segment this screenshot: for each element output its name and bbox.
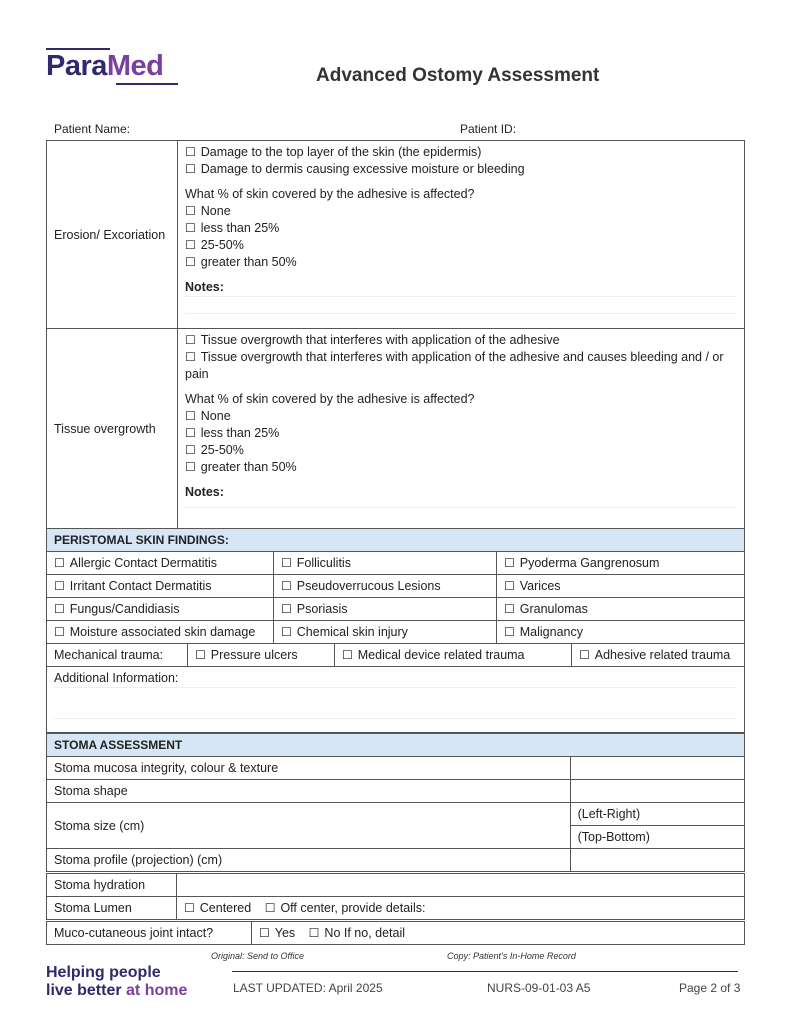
erosion-percent-checkbox[interactable]: ☐ 25-50%: [185, 237, 737, 254]
erosion-percent-checkbox[interactable]: ☐ None: [185, 203, 737, 220]
stoma-shape-label: Stoma shape: [47, 780, 571, 803]
logo-para: Para: [46, 50, 107, 82]
erosion-percent-checkbox[interactable]: ☐ greater than 50%: [185, 254, 737, 271]
overgrowth-label: Tissue overgrowth: [47, 329, 178, 529]
tagline-line2: live better: [46, 982, 127, 999]
finding-checkbox[interactable]: ☐ Fungus/Candidiasis: [47, 598, 274, 621]
overgrowth-percent-checkbox[interactable]: ☐ 25-50%: [185, 442, 737, 459]
paramed-logo: [46, 46, 186, 86]
medical-device-trauma-checkbox[interactable]: ☐ Medical device related trauma: [335, 644, 572, 667]
additional-info-field[interactable]: [47, 667, 745, 733]
stoma-mucosa-field[interactable]: [570, 757, 744, 780]
stoma-size-lr-label: (Left-Right): [577, 807, 641, 821]
finding-checkbox[interactable]: ☐ Irritant Contact Dermatitis: [47, 575, 274, 598]
erosion-percent-checkbox[interactable]: ☐ less than 25%: [185, 220, 737, 237]
lumen-centered-checkbox[interactable]: ☐ Centered: [184, 901, 251, 915]
lumen-off-center-checkbox[interactable]: ☐ Off center, provide details:: [265, 901, 426, 915]
overgrowth-question: What % of skin covered by the adhesive is affected?: [185, 392, 475, 406]
mechanical-trauma-label: Mechanical trauma:: [47, 644, 188, 667]
erosion-notes-label: Notes:: [185, 280, 224, 294]
overgrowth-option-checkbox[interactable]: ☐ Tissue overgrowth that interferes with application of the adhesive and causes bleeding and / or pain: [185, 349, 737, 383]
patient-id-label: Patient ID:: [460, 122, 517, 136]
mechanical-trauma-table: [46, 643, 745, 733]
stoma-profile-field[interactable]: [570, 849, 744, 872]
peristomal-table: [46, 528, 745, 644]
patient-name-label: Patient Name:: [54, 122, 131, 136]
stoma-lumen-label: Stoma Lumen: [47, 897, 177, 920]
footer-copy-note: Copy: Patient’s In-Home Record: [447, 951, 576, 961]
finding-checkbox[interactable]: ☐ Moisture associated skin damage: [47, 621, 274, 644]
stoma-hydration-label: Stoma hydration: [47, 874, 177, 897]
footer-original-note: Original: Send to Office: [211, 951, 305, 961]
finding-checkbox[interactable]: ☐ Folliculitis: [274, 552, 497, 575]
finding-checkbox[interactable]: ☐ Malignancy: [497, 621, 745, 644]
footer-last-updated: LAST UPDATED: April 2025: [233, 981, 383, 995]
erosion-option-checkbox[interactable]: ☐ Damage to dermis causing excessive moisture or bleeding: [185, 161, 737, 178]
stoma-size-tb-field[interactable]: [570, 826, 744, 849]
footer-tagline: [46, 964, 187, 1000]
stoma-table-lower: [46, 873, 745, 920]
erosion-question: What % of skin covered by the adhesive is affected?: [185, 187, 475, 201]
stoma-shape-field[interactable]: [570, 780, 744, 803]
erosion-option-checkbox[interactable]: ☐ Damage to the top layer of the skin (the epidermis): [185, 144, 737, 161]
joint-intact-label: Muco-cutaneous joint intact?: [47, 922, 252, 945]
joint-table: [46, 921, 745, 945]
joint-no-checkbox[interactable]: ☐ No If no, detail: [309, 926, 405, 940]
stoma-hydration-field[interactable]: [177, 874, 745, 897]
overgrowth-row: [47, 329, 745, 529]
logo-bottom-line: [116, 83, 178, 85]
stoma-size-lr-field[interactable]: [570, 803, 744, 826]
additional-info-label: Additional Information:: [54, 671, 179, 685]
overgrowth-percent-checkbox[interactable]: ☐ None: [185, 408, 737, 425]
peristomal-heading: PERISTOMAL SKIN FINDINGS:: [47, 529, 745, 552]
footer-form-code: NURS-09-01-03 A5: [487, 981, 591, 995]
overgrowth-percent-checkbox[interactable]: ☐ less than 25%: [185, 425, 737, 442]
erosion-label: Erosion/ Excoriation: [47, 141, 178, 329]
logo-med: Med: [106, 50, 164, 82]
finding-checkbox[interactable]: ☐ Granulomas: [497, 598, 745, 621]
tagline-accent: at home: [126, 982, 188, 999]
overgrowth-notes-label: Notes:: [185, 485, 224, 499]
pressure-ulcers-checkbox[interactable]: ☐ Pressure ulcers: [188, 644, 335, 667]
finding-checkbox[interactable]: ☐ Psoriasis: [274, 598, 497, 621]
finding-checkbox[interactable]: ☐ Pseudoverrucous Lesions: [274, 575, 497, 598]
erosion-notes-line[interactable]: [185, 297, 737, 314]
wound-table: [46, 140, 745, 529]
stoma-profile-label: Stoma profile (projection) (cm): [47, 849, 571, 872]
overgrowth-notes-line[interactable]: [185, 501, 737, 508]
finding-checkbox[interactable]: ☐ Pyoderma Gangrenosum: [497, 552, 745, 575]
stoma-size-label: Stoma size (cm): [47, 803, 571, 849]
finding-checkbox[interactable]: ☐ Varices: [497, 575, 745, 598]
adhesive-trauma-checkbox[interactable]: ☐ Adhesive related trauma: [572, 644, 745, 667]
stoma-table: [46, 733, 745, 872]
stoma-mucosa-label: Stoma mucosa integrity, colour & texture: [47, 757, 571, 780]
footer-page-number: Page 2 of 3: [679, 981, 741, 995]
joint-yes-checkbox[interactable]: ☐ Yes: [259, 926, 295, 940]
footer-divider: [232, 971, 738, 972]
stoma-heading: STOMA ASSESSMENT: [47, 734, 745, 757]
tagline-line1: Helping people: [46, 964, 161, 981]
stoma-size-tb-label: (Top-Bottom): [577, 830, 650, 844]
erosion-row: [47, 141, 745, 329]
erosion-notes-field[interactable]: [185, 279, 737, 297]
overgrowth-option-checkbox[interactable]: ☐ Tissue overgrowth that interferes with application of the adhesive: [185, 332, 737, 349]
page-title: Advanced Ostomy Assessment: [316, 65, 600, 86]
finding-checkbox[interactable]: ☐ Chemical skin injury: [274, 621, 497, 644]
overgrowth-percent-checkbox[interactable]: ☐ greater than 50%: [185, 459, 737, 476]
finding-checkbox[interactable]: ☐ Allergic Contact Dermatitis: [47, 552, 274, 575]
